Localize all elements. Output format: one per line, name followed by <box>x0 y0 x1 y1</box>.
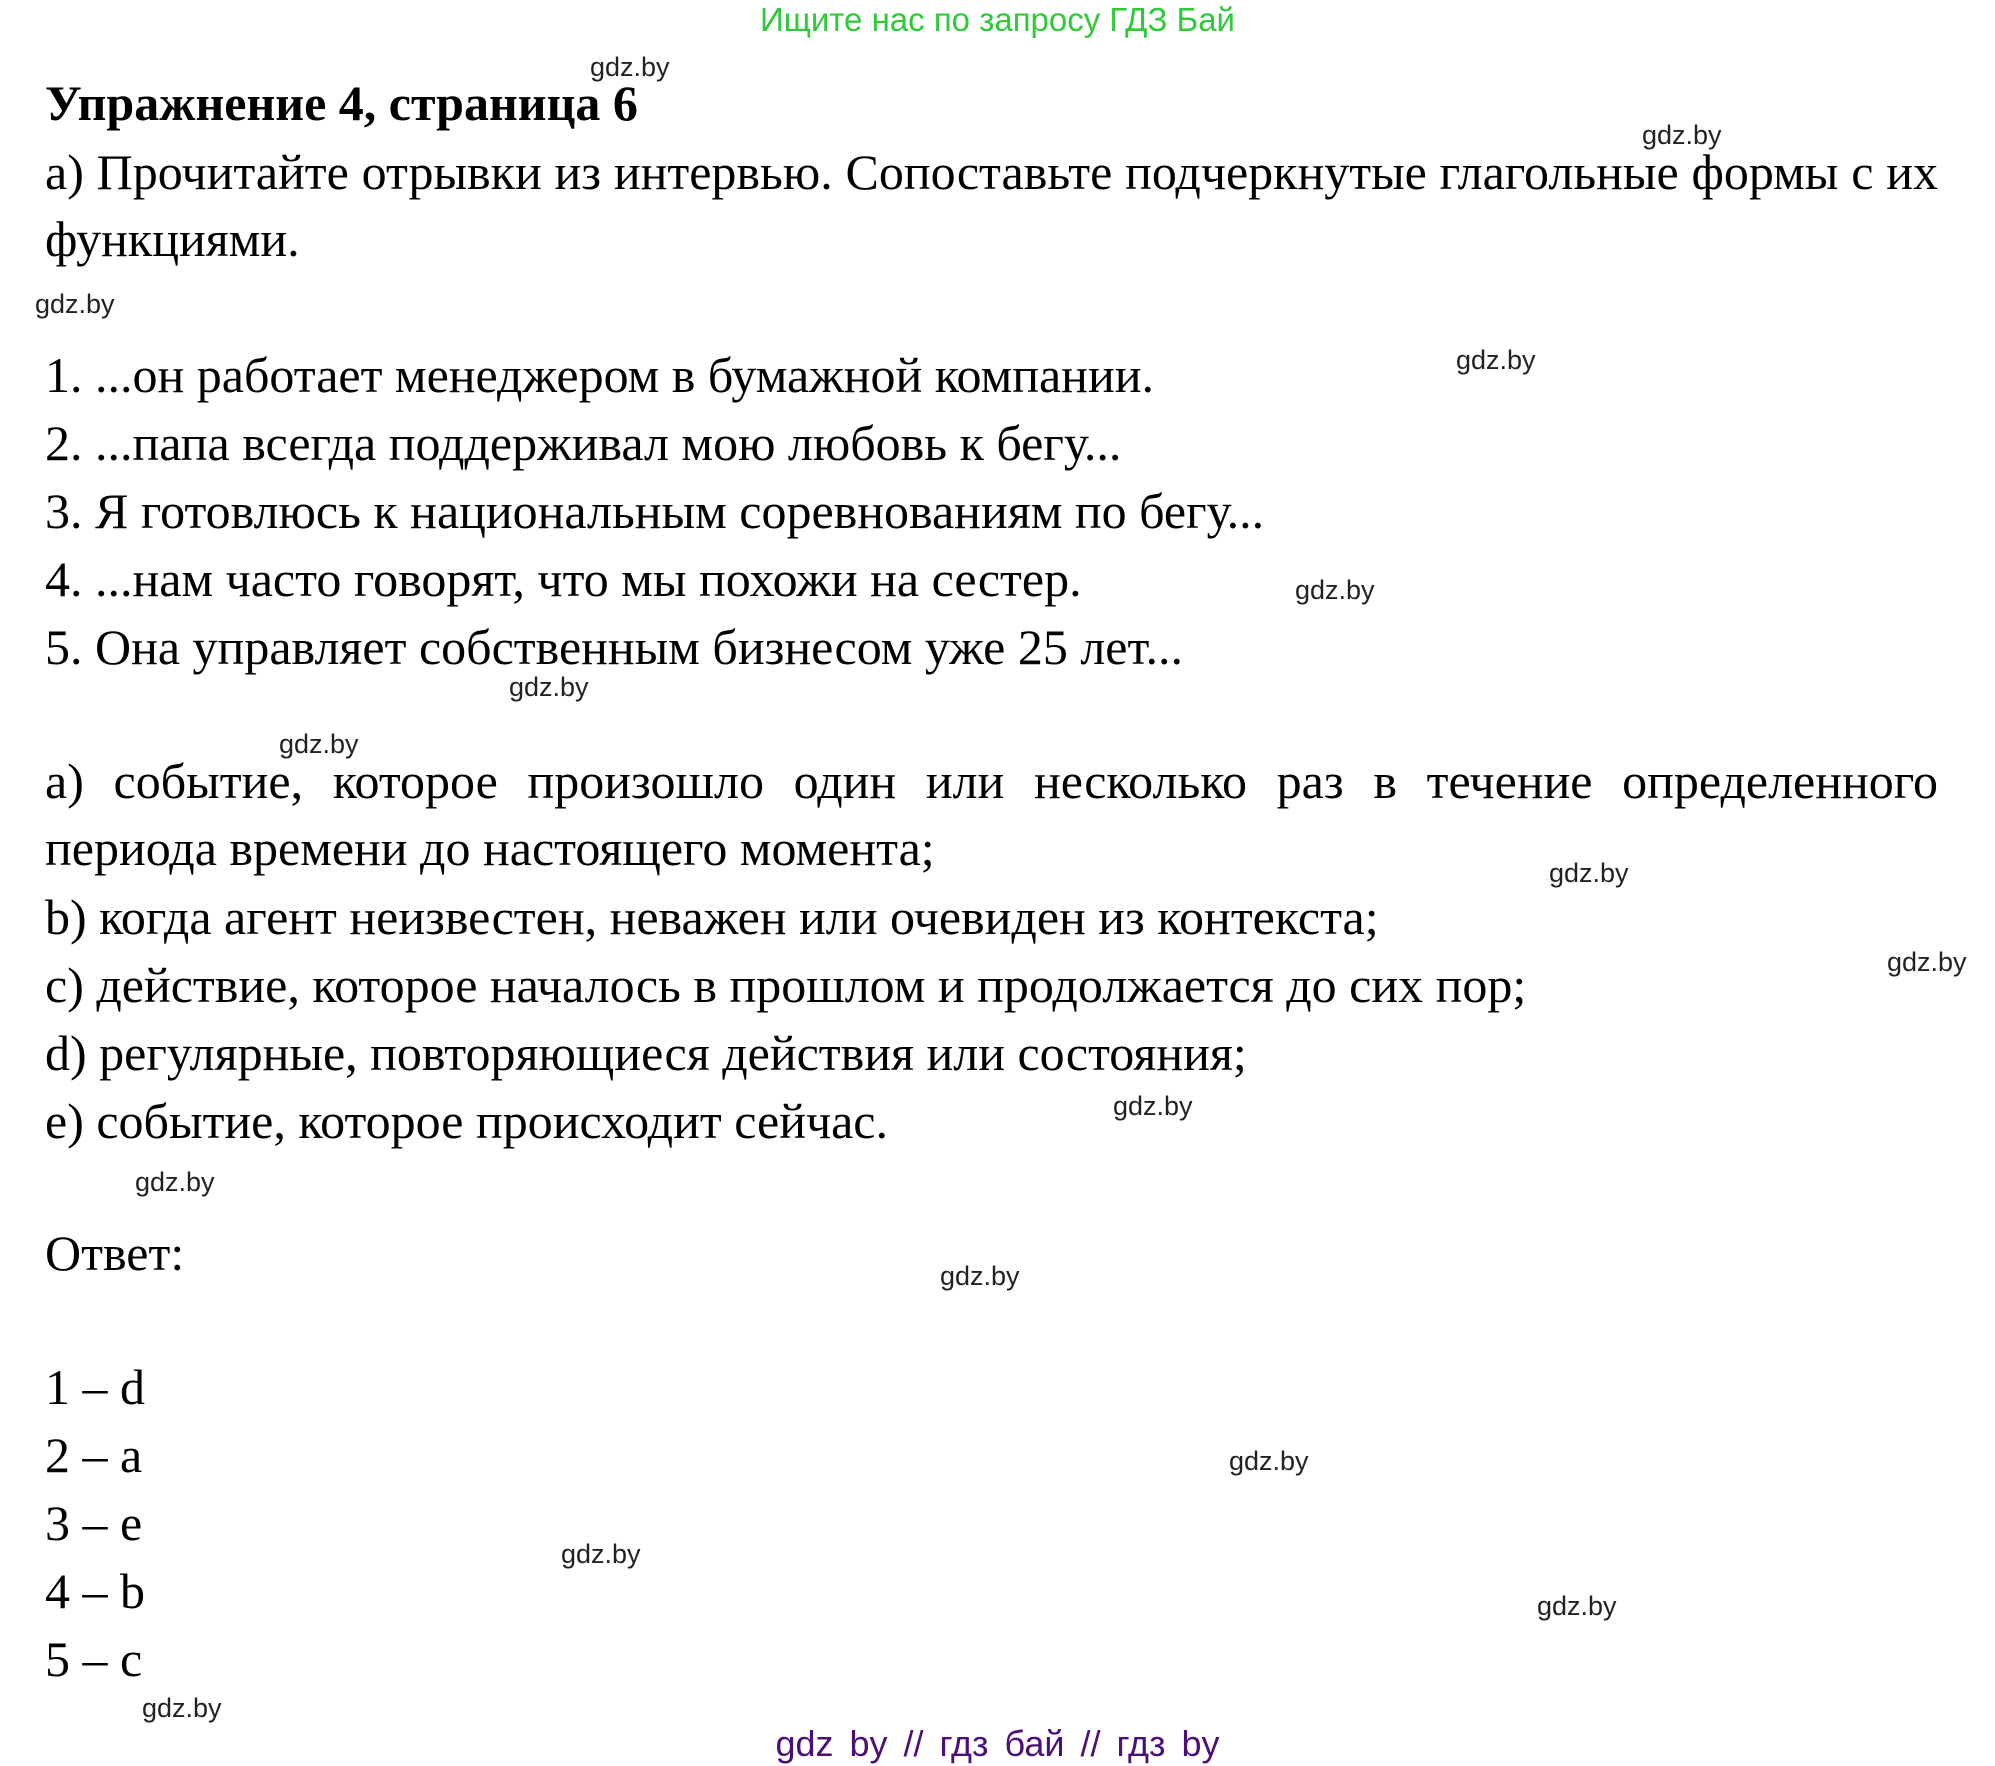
sentence: 4. ...нам часто говорят, что мы похожи на сестер. <box>45 551 1082 607</box>
answer-label: Ответ: <box>45 1225 185 1281</box>
watermark: gdz.by <box>1113 1091 1193 1121</box>
watermark: gdz.by <box>1642 120 1722 150</box>
watermark: gdz.by <box>1229 1446 1309 1476</box>
answer-item: 3 – e <box>45 1495 143 1551</box>
answer-item: 4 – b <box>45 1563 145 1619</box>
function-option: a) событие, которое произошло один или несколько раз в течение определенного периода времени до настоящего момента; <box>45 753 1938 876</box>
watermark: gdz.by <box>1295 575 1375 605</box>
answer-item: 5 – c <box>45 1631 143 1687</box>
watermark: gdz.by <box>940 1261 1020 1291</box>
exercise-title: Упражнение 4, страница 6 <box>45 75 638 131</box>
watermark: gdz.by <box>509 672 589 702</box>
sentence: 3. Я готовлюсь к национальным соревнованиям по бегу... <box>45 483 1265 539</box>
function-option: c) действие, которое началось в прошлом и продолжается до сих пор; <box>45 957 1527 1013</box>
footer-watermark: gdz by // гдз бай // гдз by <box>775 1723 1220 1764</box>
watermark: gdz.by <box>590 52 670 82</box>
watermark: gdz.by <box>135 1167 215 1197</box>
sentence: 1. ...он работает менеджером в бумажной компании. <box>45 347 1154 403</box>
answer-item: 2 – a <box>45 1427 143 1483</box>
answer-item: 1 – d <box>45 1359 145 1415</box>
watermark: gdz.by <box>1549 858 1629 888</box>
watermark: gdz.by <box>279 729 359 759</box>
function-option: d) регулярные, повторяющиеся действия или состояния; <box>45 1025 1247 1081</box>
watermark: gdz.by <box>1456 345 1536 375</box>
search-banner: Ищите нас по запросу ГДЗ Бай <box>760 1 1235 38</box>
watermark: gdz.by <box>142 1693 222 1723</box>
sentence: 5. Она управляет собственным бизнесом уже 25 лет... <box>45 619 1184 675</box>
watermark: gdz.by <box>1887 947 1967 977</box>
function-option: e) событие, которое происходит сейчас. <box>45 1093 888 1149</box>
function-option: b) когда агент неизвестен, неважен или очевиден из контекста; <box>45 889 1379 945</box>
watermark: gdz.by <box>561 1539 641 1569</box>
watermark: gdz.by <box>1537 1591 1617 1621</box>
watermark: gdz.by <box>35 289 115 319</box>
sentence: 2. ...папа всегда поддерживал мою любовь к бегу... <box>45 415 1122 471</box>
task-text: а) Прочитайте отрывки из интервью. Сопоставьте подчеркнутые глагольные формы с их функциями. <box>45 144 1938 267</box>
